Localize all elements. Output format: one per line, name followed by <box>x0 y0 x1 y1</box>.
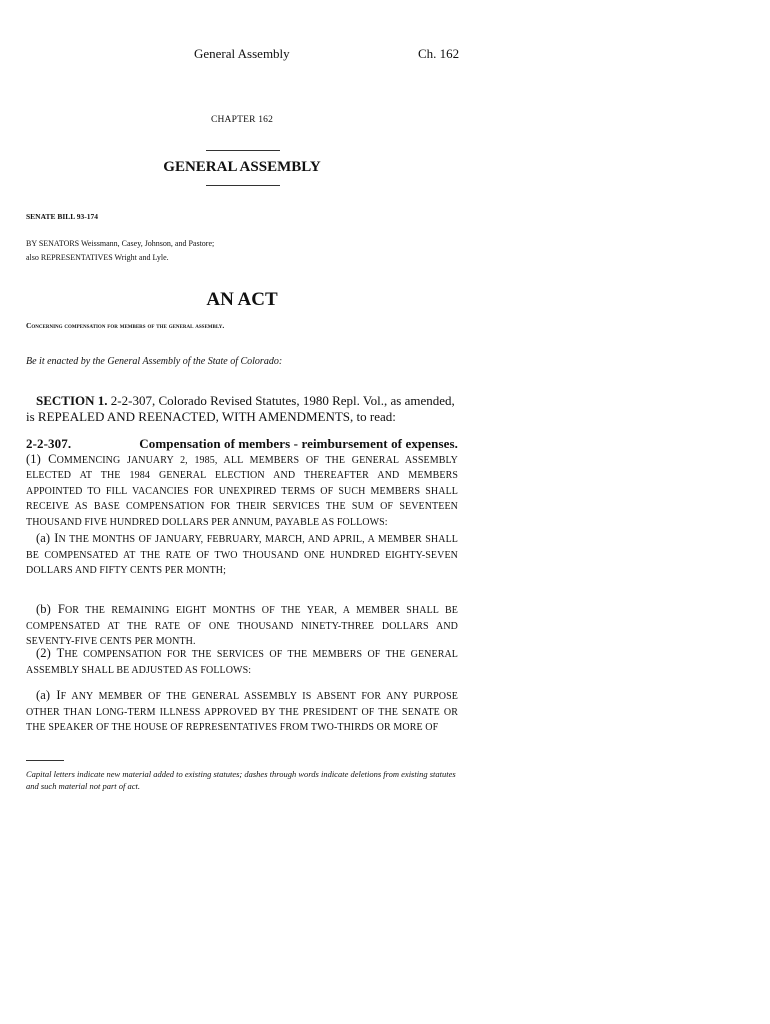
subsection-2-text: HE COMPENSATION FOR THE SERVICES OF THE MEMBERS OF THE GENERAL ASSEMBLY SHALL BE ADJUSTED AS FOLLOWS: <box>26 649 458 676</box>
running-header-right: Ch. 162 <box>418 46 460 61</box>
subsection-1-text: OMMENCING JANUARY 2, 1985, ALL MEMBERS OF THE GENERAL ASSEMBLY ELECTED AT THE 1984 GENERAL ELECTION AND THEREAFTER AND MEMBERS APPOINTED TO FILL VACANCIES FOR UNEXPIRED TERMS OF SUCH MEMBERS SHALL RECEIVE AS BASE COMPENSATION FOR THEIR SERVICES THE SUM OF SEVENTEEN THOUSAND FIVE HUNDRED DOLLARS PER ANNUM, PAYABLE AS FOLLOWS: <box>26 454 458 528</box>
footnote-rule <box>26 760 64 761</box>
sponsors-representatives: also REPRESENTATIVES Wright and Lyle. <box>26 253 169 262</box>
statute-heading <box>26 436 458 452</box>
statute-number: 2-2-307. <box>26 436 72 451</box>
subject-heading: GENERAL ASSEMBLY <box>163 159 321 175</box>
section-1-text: 2-2-307, Colorado Revised Statutes, 1980 Repl. Vol., as amended, is REPEALED AND REENACTED, WITH AMENDMENTS, to read: <box>26 393 455 424</box>
paragraph-1b-marker: (b) F <box>36 602 65 616</box>
running-header-left: General Assembly <box>194 46 290 61</box>
section-1 <box>26 393 458 425</box>
bill-number: SENATE BILL 93-174 <box>26 212 98 221</box>
statute-title: Compensation of members - reimbursement of expenses. <box>139 436 458 451</box>
paragraph-1a-marker: (a) I <box>36 531 59 545</box>
paragraph-1a <box>26 531 458 579</box>
paragraph-1a-text: N THE MONTHS OF JANUARY, FEBRUARY, MARCH, AND APRIL, A MEMBER SHALL BE COMPENSATED AT THE RATE OF TWO THOUSAND ONE HUNDRED EIGHTY-SEVEN DOLLARS AND FIFTY CENTS PER MONTH; <box>26 534 458 576</box>
footnote: Capital letters indicate new material added to existing statutes; dashes through words indicate deletions from existing statutes and such material not part of act. <box>26 769 456 791</box>
paragraph-2a <box>26 688 458 736</box>
subsection-2 <box>26 646 458 678</box>
paragraph-2a-text: F ANY MEMBER OF THE GENERAL ASSEMBLY IS ABSENT FOR ANY PURPOSE OTHER THAN LONG-TERM ILLNESS APPROVED BY THE PRESIDENT OF THE SENATE OR THE SPEAKER OF THE HOUSE OF REPRESENTATIVES FROM TWO-THIRDS OR MORE OF <box>26 691 458 733</box>
paragraph-2a-marker: (a) I <box>36 688 61 702</box>
chapter-label: CHAPTER 162 <box>210 115 274 125</box>
subsection-2-marker: (2) T <box>36 646 65 660</box>
statute-subsection-1 <box>26 436 458 530</box>
divider-bottom <box>206 185 280 186</box>
subsection-1-marker: (1) C <box>26 451 57 466</box>
enacting-clause: Be it enacted by the General Assembly of the State of Colorado: <box>26 356 283 367</box>
paragraph-1b <box>26 602 458 650</box>
sponsors-senators: BY SENATORS Weissmann, Casey, Johnson, and Pastore; <box>26 239 215 248</box>
divider-top <box>206 150 280 151</box>
paragraph-1b-text: OR THE REMAINING EIGHT MONTHS OF THE YEAR, A MEMBER SHALL BE COMPENSATED AT THE RATE OF ONE THOUSAND NINETY-THREE DOLLARS AND SEVENTY-FIVE CENTS PER MONTH. <box>26 605 458 647</box>
act-title: AN ACT <box>206 289 278 310</box>
section-1-lead: SECTION 1. <box>36 393 108 408</box>
act-subject: Concerning compensation for members of the general assembly. <box>26 321 225 330</box>
sponsors-block <box>26 237 214 265</box>
